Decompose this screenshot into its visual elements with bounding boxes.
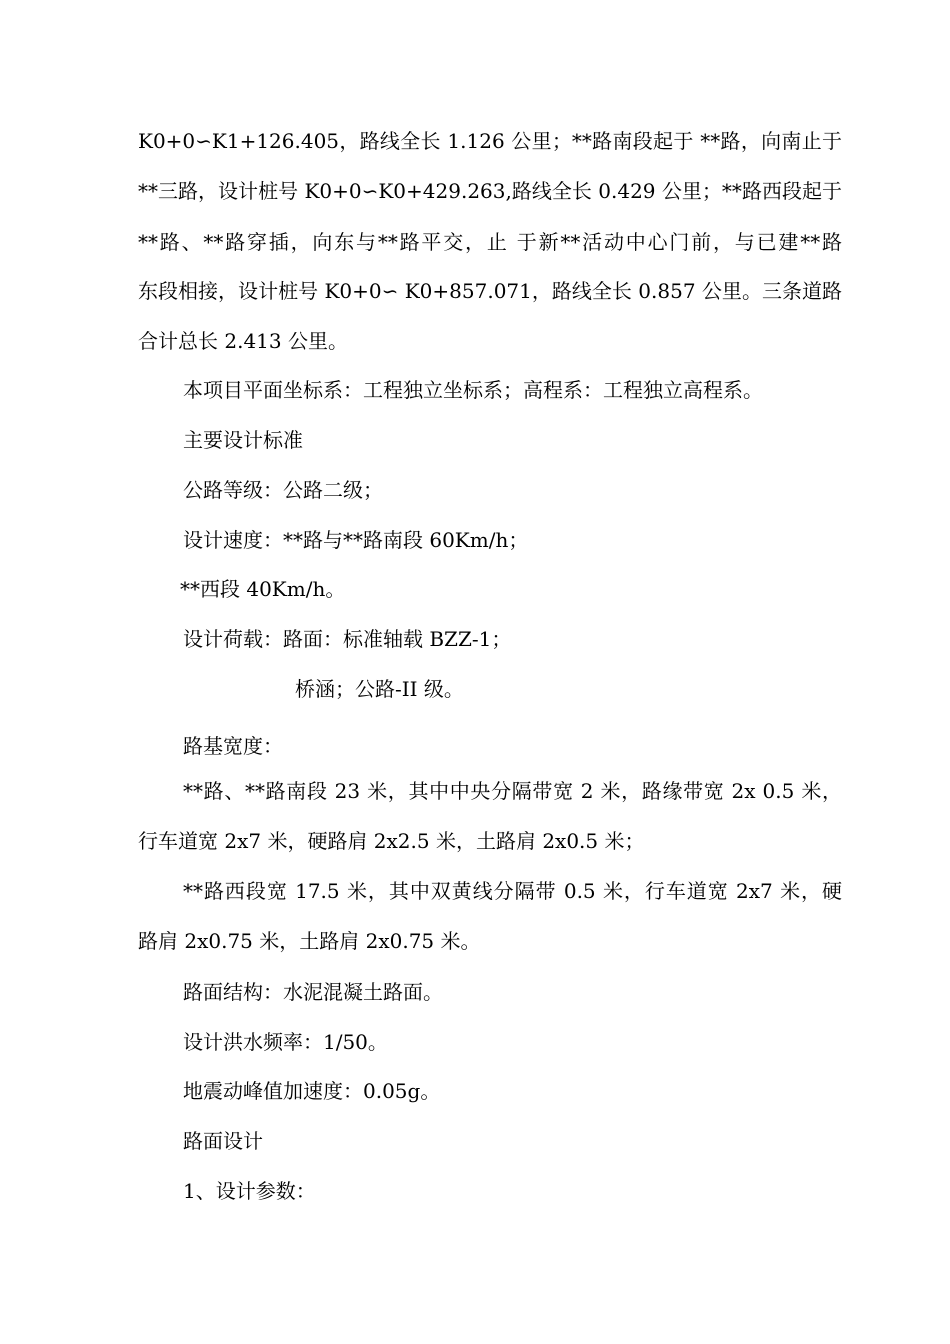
text-line: 东段相接，设计桩号 K0+0∽ K0+857.071，路线全长 0.857 公里。三条道路 — [138, 279, 842, 303]
text-line: 路肩 2x0.75 米，土路肩 2x0.75 米。 — [138, 929, 481, 953]
text-line: K0+0∽K1+126.405，路线全长 1.126 公里；**路南段起于 **路，向南止于 — [138, 129, 842, 153]
flood-frequency-line: 设计洪水频率：1/50。 — [183, 1030, 388, 1054]
coordinate-system-line: 本项目平面坐标系：工程独立坐标系；高程系：工程独立高程系。 — [183, 378, 763, 402]
design-speed-line: 设计速度：**路与**路南段 60Km/h； — [183, 528, 529, 552]
design-parameters-heading: 1、设计参数： — [183, 1179, 316, 1203]
subgrade-width-heading: 路基宽度： — [183, 734, 283, 758]
text-line: **三路，设计桩号 K0+0∽K0+429.263,路线全长 0.429 公里；**路西段起于 — [138, 179, 842, 203]
text-line: 行车道宽 2x7 米，硬路肩 2x2.5 米，土路肩 2x0.5 米； — [138, 829, 645, 853]
pavement-structure-line: 路面结构：水泥混凝土路面。 — [183, 980, 443, 1004]
design-load-line-2: 桥涵；公路-II 级。 — [295, 677, 464, 701]
road-grade-line: 公路等级：公路二级； — [183, 478, 383, 502]
section-heading: 主要设计标准 — [183, 428, 303, 452]
text-line: 合计总长 2.413 公里。 — [138, 329, 348, 353]
text-line: **路、**路南段 23 米，其中中央分隔带宽 2 米，路缘带宽 2x 0.5 米， — [183, 779, 842, 803]
text-line: **路、**路穿插，向东与**路平交，止 于新**活动中心门前，与已建**路 — [138, 230, 842, 254]
seismic-acceleration-line: 地震动峰值加速度：0.05g。 — [183, 1079, 441, 1103]
design-load-line: 设计荷载：路面：标准轴载 BZZ-1； — [183, 627, 512, 651]
section-heading: 路面设计 — [183, 1129, 263, 1153]
text-line: **路西段宽 17.5 米，其中双黄线分隔带 0.5 米，行车道宽 2x7 米，硬 — [183, 879, 842, 903]
design-speed-line-2: **西段 40Km/h。 — [180, 577, 346, 601]
